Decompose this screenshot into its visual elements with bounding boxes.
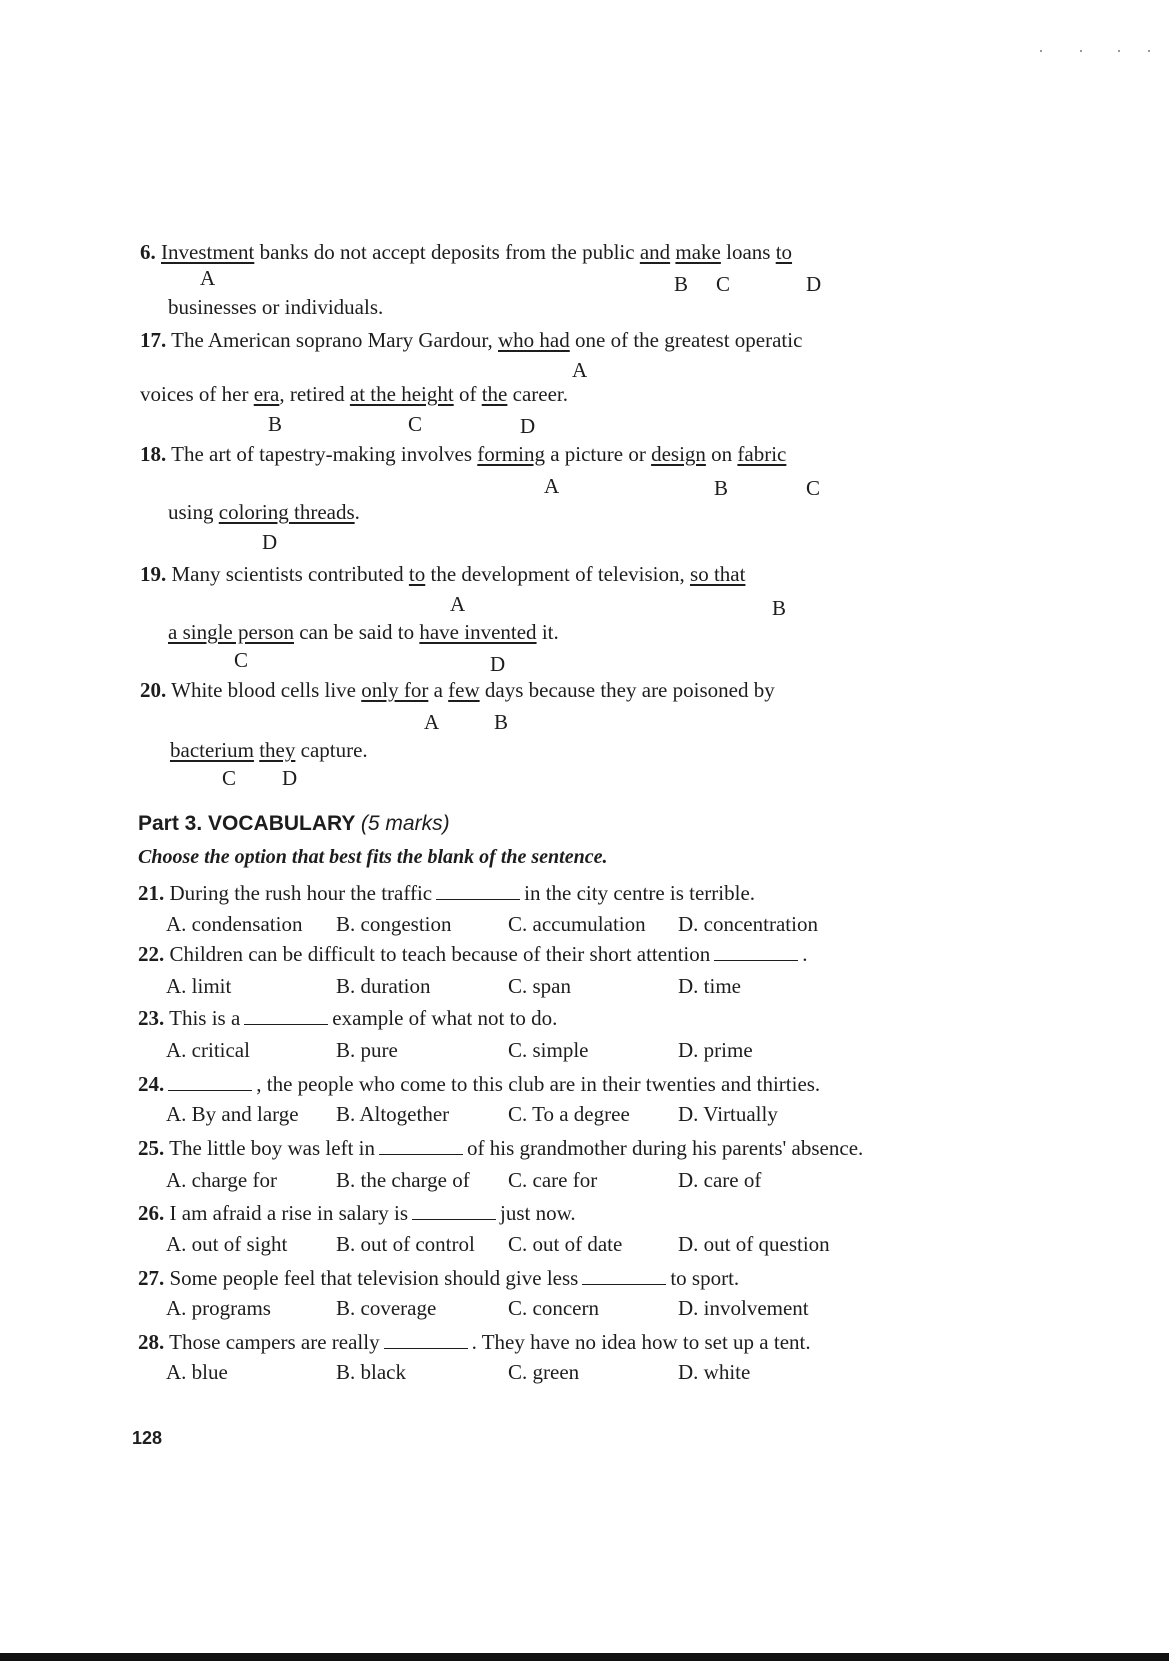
scan-speck (1040, 50, 1042, 52)
text-segment: The art of tapestry-making involves (166, 442, 478, 466)
answer-option: B. Altogether (336, 1102, 450, 1126)
vocab-question (138, 1203, 576, 1224)
text-segment: capture. (295, 738, 368, 762)
answer-option: A. charge for (166, 1168, 277, 1192)
page-number: 128 (132, 1428, 163, 1448)
answer-option: B. black (336, 1360, 406, 1384)
vocab-question (138, 944, 808, 965)
text-segment: Many scientists contributed (166, 562, 409, 586)
answer-option: B. duration (336, 974, 431, 998)
item-17-line-2 (140, 384, 568, 405)
underlined-phrase: design (651, 442, 706, 466)
question-text-after: . They have no idea how to set up a tent. (471, 1330, 811, 1354)
answer-option: C. green (508, 1360, 580, 1384)
answer-option: A. programs (166, 1296, 271, 1320)
underlined-phrase: so that (690, 562, 746, 586)
option-letter: D (490, 652, 506, 676)
text-segment: a (428, 678, 449, 702)
section-instruction: Choose the option that best fits the blank of the sentence. (138, 846, 608, 868)
underlined-phrase: at the height (349, 382, 454, 406)
item-6-line-1 (140, 242, 792, 263)
answer-option: C. simple (508, 1038, 589, 1062)
option-letter: A (424, 710, 440, 734)
question-text-before: The little boy was left in (164, 1136, 375, 1160)
text-segment: businesses or individuals. (168, 295, 384, 319)
vocab-question (138, 1008, 557, 1029)
scan-speck (1080, 50, 1082, 52)
answer-option: D. involvement (678, 1296, 809, 1320)
vocab-question (138, 883, 755, 904)
underlined-phrase: a single person (168, 620, 294, 644)
section-title: Part 3. VOCABULARY (138, 812, 356, 835)
answer-option: A. critical (166, 1038, 250, 1062)
vocab-question (138, 1332, 811, 1353)
question-text-after: in the city centre is terrible. (524, 881, 756, 905)
answer-option: D. prime (678, 1038, 753, 1062)
question-text-before: Children can be difficult to teach because of their short attention (164, 942, 711, 966)
scan-edge-bar (0, 1653, 1169, 1661)
item-number: 26. (138, 1201, 165, 1225)
question-text-after: of his grandmother during his parents' absence. (467, 1136, 864, 1160)
item-19-line-1 (140, 564, 745, 585)
text-segment: career. (507, 382, 568, 406)
answer-blank (412, 1205, 496, 1220)
underlined-phrase: the (481, 382, 508, 406)
text-segment: days because they are poisoned by (479, 678, 775, 702)
answer-option: B. pure (336, 1038, 398, 1062)
text-segment: White blood cells live (166, 678, 362, 702)
answer-option: D. white (678, 1360, 751, 1384)
vocab-question (138, 1074, 820, 1095)
answer-option: B. coverage (336, 1296, 437, 1320)
underlined-phrase: to (408, 562, 426, 586)
underlined-phrase: make (675, 240, 721, 264)
text-segment: one of the greatest operatic (569, 328, 803, 352)
answer-option: D. time (678, 974, 741, 998)
option-letter: A (544, 474, 560, 498)
question-text-before: I am afraid a rise in salary is (164, 1201, 408, 1225)
answer-blank (379, 1140, 463, 1155)
option-letter: D (520, 414, 536, 438)
option-letter: B (772, 596, 787, 620)
item-number: 17. (140, 328, 167, 352)
text-segment: banks do not accept deposits from the public (254, 240, 640, 264)
underlined-phrase: few (448, 678, 480, 702)
answer-blank (714, 946, 798, 961)
text-segment: the development of television, (425, 562, 691, 586)
underlined-phrase: to (775, 240, 793, 264)
answer-option: A. limit (166, 974, 232, 998)
item-19-line-2 (168, 622, 559, 643)
question-text-before: During the rush hour the traffic (164, 881, 433, 905)
text-segment: a picture or (544, 442, 652, 466)
underlined-phrase: and (639, 240, 671, 264)
item-number: 27. (138, 1266, 165, 1290)
answer-blank (384, 1334, 468, 1349)
vocab-question (138, 1138, 863, 1159)
scan-speck (1118, 50, 1120, 52)
text-segment: , retired (279, 382, 350, 406)
answer-option: C. accumulation (508, 912, 646, 936)
answer-blank (436, 885, 520, 900)
question-text-after: , the people who come to this club are in their twenties and thirties. (256, 1072, 821, 1096)
underlined-phrase: who had (498, 328, 570, 352)
question-text-after: to sport. (670, 1266, 740, 1290)
underlined-phrase: bacterium (170, 738, 254, 762)
underlined-phrase: they (259, 738, 296, 762)
text-segment: using (168, 500, 219, 524)
question-text-before: Some people feel that television should give less (164, 1266, 579, 1290)
section-heading (138, 812, 450, 836)
option-letter: A (572, 358, 588, 382)
text-segment: can be said to (293, 620, 420, 644)
text-segment: it. (536, 620, 559, 644)
option-letter: B (268, 412, 283, 436)
item-18-line-1 (140, 444, 786, 465)
option-letter: B (674, 272, 689, 296)
underlined-phrase: era (253, 382, 280, 406)
underlined-phrase: coloring threads (218, 500, 355, 524)
answer-blank (582, 1270, 666, 1285)
answer-option: C. care for (508, 1168, 598, 1192)
option-letter: C (408, 412, 423, 436)
option-letter: A (200, 266, 216, 290)
option-letter: C (716, 272, 731, 296)
item-number: 23. (138, 1006, 165, 1030)
answer-option: B. out of control (336, 1232, 475, 1256)
question-text-after: just now. (500, 1201, 576, 1225)
text-segment: of (453, 382, 482, 406)
option-letter: D (282, 766, 298, 790)
answer-option: C. To a degree (508, 1102, 630, 1126)
answer-option: B. the charge of (336, 1168, 470, 1192)
underlined-phrase: forming (477, 442, 545, 466)
answer-option: A. blue (166, 1360, 228, 1384)
option-letter: D (262, 530, 278, 554)
text-segment: The American soprano Mary Gardour, (166, 328, 499, 352)
answer-option: A. out of sight (166, 1232, 288, 1256)
item-18-line-2 (168, 502, 360, 523)
underlined-phrase: have invented (419, 620, 537, 644)
item-number: 25. (138, 1136, 165, 1160)
answer-option: C. span (508, 974, 571, 998)
item-number: 6. (140, 240, 156, 264)
item-number: 18. (140, 442, 167, 466)
item-number: 20. (140, 678, 167, 702)
item-number: 19. (140, 562, 167, 586)
option-letter: C (222, 766, 237, 790)
item-number: 21. (138, 881, 165, 905)
option-letter: B (714, 476, 729, 500)
option-letter: D (806, 272, 822, 296)
answer-option: D. Virtually (678, 1102, 778, 1126)
option-letter: B (494, 710, 509, 734)
text-segment: voices of her (140, 382, 254, 406)
text-segment: . (354, 500, 360, 524)
item-number: 28. (138, 1330, 165, 1354)
vocab-question (138, 1268, 739, 1289)
underlined-phrase: Investment (161, 240, 255, 264)
item-20-line-1 (140, 680, 775, 701)
text-segment: on (705, 442, 738, 466)
underlined-phrase: only for (361, 678, 429, 702)
text-segment: loans (720, 240, 776, 264)
answer-option: C. out of date (508, 1232, 623, 1256)
answer-blank (168, 1076, 252, 1091)
answer-option: A. By and large (166, 1102, 299, 1126)
answer-option: B. congestion (336, 912, 452, 936)
option-letter: A (450, 592, 466, 616)
item-number: 22. (138, 942, 165, 966)
item-6-line-2 (168, 297, 383, 318)
question-text-before: This is a (164, 1006, 241, 1030)
section-marks: (5 marks) (360, 812, 450, 835)
question-text-after: . (802, 942, 808, 966)
item-20-line-2 (170, 740, 368, 761)
question-text-before: Those campers are really (164, 1330, 380, 1354)
answer-option: D. concentration (678, 912, 818, 936)
answer-option: A. condensation (166, 912, 303, 936)
scan-speck (1148, 50, 1150, 52)
answer-option: D. out of question (678, 1232, 830, 1256)
answer-option: C. concern (508, 1296, 599, 1320)
item-17-line-1 (140, 330, 802, 351)
option-letter: C (234, 648, 249, 672)
underlined-phrase: fabric (737, 442, 787, 466)
answer-blank (244, 1010, 328, 1025)
question-text-after: example of what not to do. (332, 1006, 558, 1030)
option-letter: C (806, 476, 821, 500)
answer-option: D. care of (678, 1168, 762, 1192)
item-number: 24. (138, 1072, 165, 1096)
